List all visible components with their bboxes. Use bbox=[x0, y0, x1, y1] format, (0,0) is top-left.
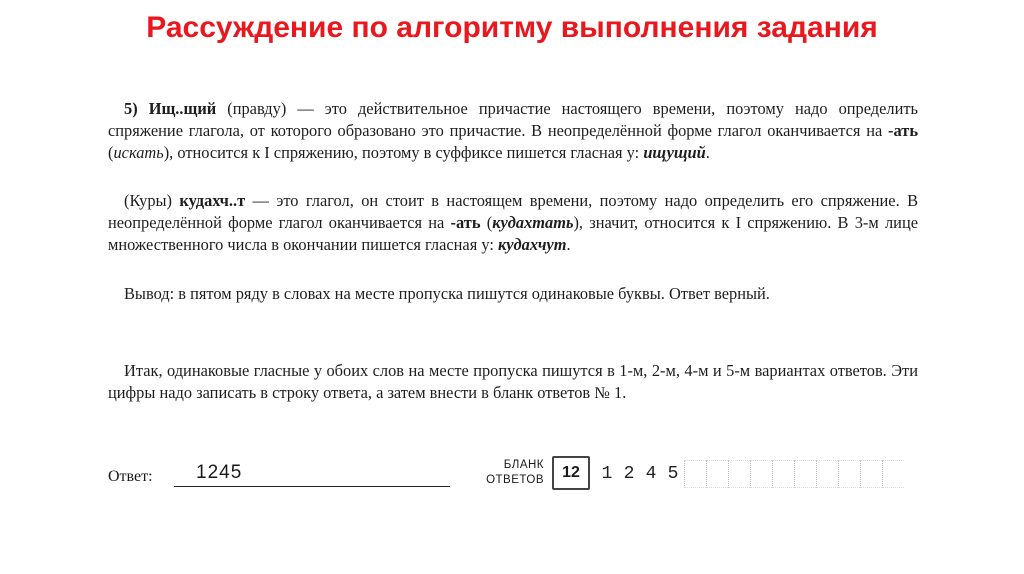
answer-sheet-task-number: 12 bbox=[552, 456, 590, 490]
answer-sheet-empty-cell bbox=[728, 460, 750, 488]
answer-sheet-digit: 5 bbox=[667, 464, 679, 484]
item-number: 5) bbox=[124, 99, 138, 118]
slide-title: Рассуждение по алгоритму выполнения задания bbox=[146, 11, 878, 44]
paragraph-ishchushchiy: 5) Ищ..щий (правду) — это действительное причастие настоящего времени, поэтому надо определить спряжение глагола, от которого образовано это причастие. В неопределённой форме глагол оканчивается на -ать (искать), относится к I спряжению, поэтому в суффиксе пишется гласная у: ищущий. bbox=[108, 99, 918, 162]
answer-word: кудахчут bbox=[497, 235, 567, 254]
answer-sheet-digit: 4 bbox=[645, 464, 657, 484]
answer-value: 1245 bbox=[196, 462, 243, 483]
answer-sheet-empty-cell bbox=[706, 460, 728, 488]
answer-sheet-cells bbox=[596, 460, 904, 488]
answer-sheet-label: БЛАНК ОТВЕТОВ bbox=[486, 459, 544, 486]
task-word: Ищ..щий bbox=[148, 99, 217, 118]
answer-sheet-empty-cell bbox=[684, 460, 706, 488]
answer-sheet-digit: 1 bbox=[601, 464, 613, 484]
answer-label: Ответ: bbox=[108, 468, 153, 485]
answer-line bbox=[174, 486, 450, 487]
answer-sheet-empty-cell bbox=[838, 460, 860, 488]
answer-sheet-empty-cell bbox=[882, 460, 904, 488]
answer-sheet-empty-cell bbox=[816, 460, 838, 488]
paragraph-kudakhchut: (Куры) кудахч..т — это глагол, он стоит в настоящем времени, поэтому надо определить его спряжение. В неопределённой форме глагол оканчивается на -ать (кудахтать), значит, относится к I спряжению. В 3-м лице множественного числа в окончании пишется гласная у: кудахчут. bbox=[108, 191, 919, 254]
answer-sheet-empty-cell bbox=[860, 460, 882, 488]
paragraph-conclusion: Вывод: в пятом ряду в словах на месте пропуска пишутся одинаковые буквы. Ответ верный. bbox=[124, 284, 770, 303]
answer-sheet-digit: 2 bbox=[623, 464, 635, 484]
answer-word: ищущий bbox=[643, 143, 706, 162]
paragraph-summary: Итак, одинаковые гласные у обоих слов на месте пропуска пишутся в 1-м, 2-м, 4-м и 5-м вариантах ответов. Эти цифры надо записать в строку ответа, а затем внести в бланк ответов № 1. bbox=[108, 361, 918, 402]
answer-sheet-empty-cell bbox=[794, 460, 816, 488]
task-word: кудахч..т bbox=[179, 191, 246, 210]
answer-sheet-empty-cell bbox=[750, 460, 772, 488]
answer-sheet-empty-cell bbox=[772, 460, 794, 488]
